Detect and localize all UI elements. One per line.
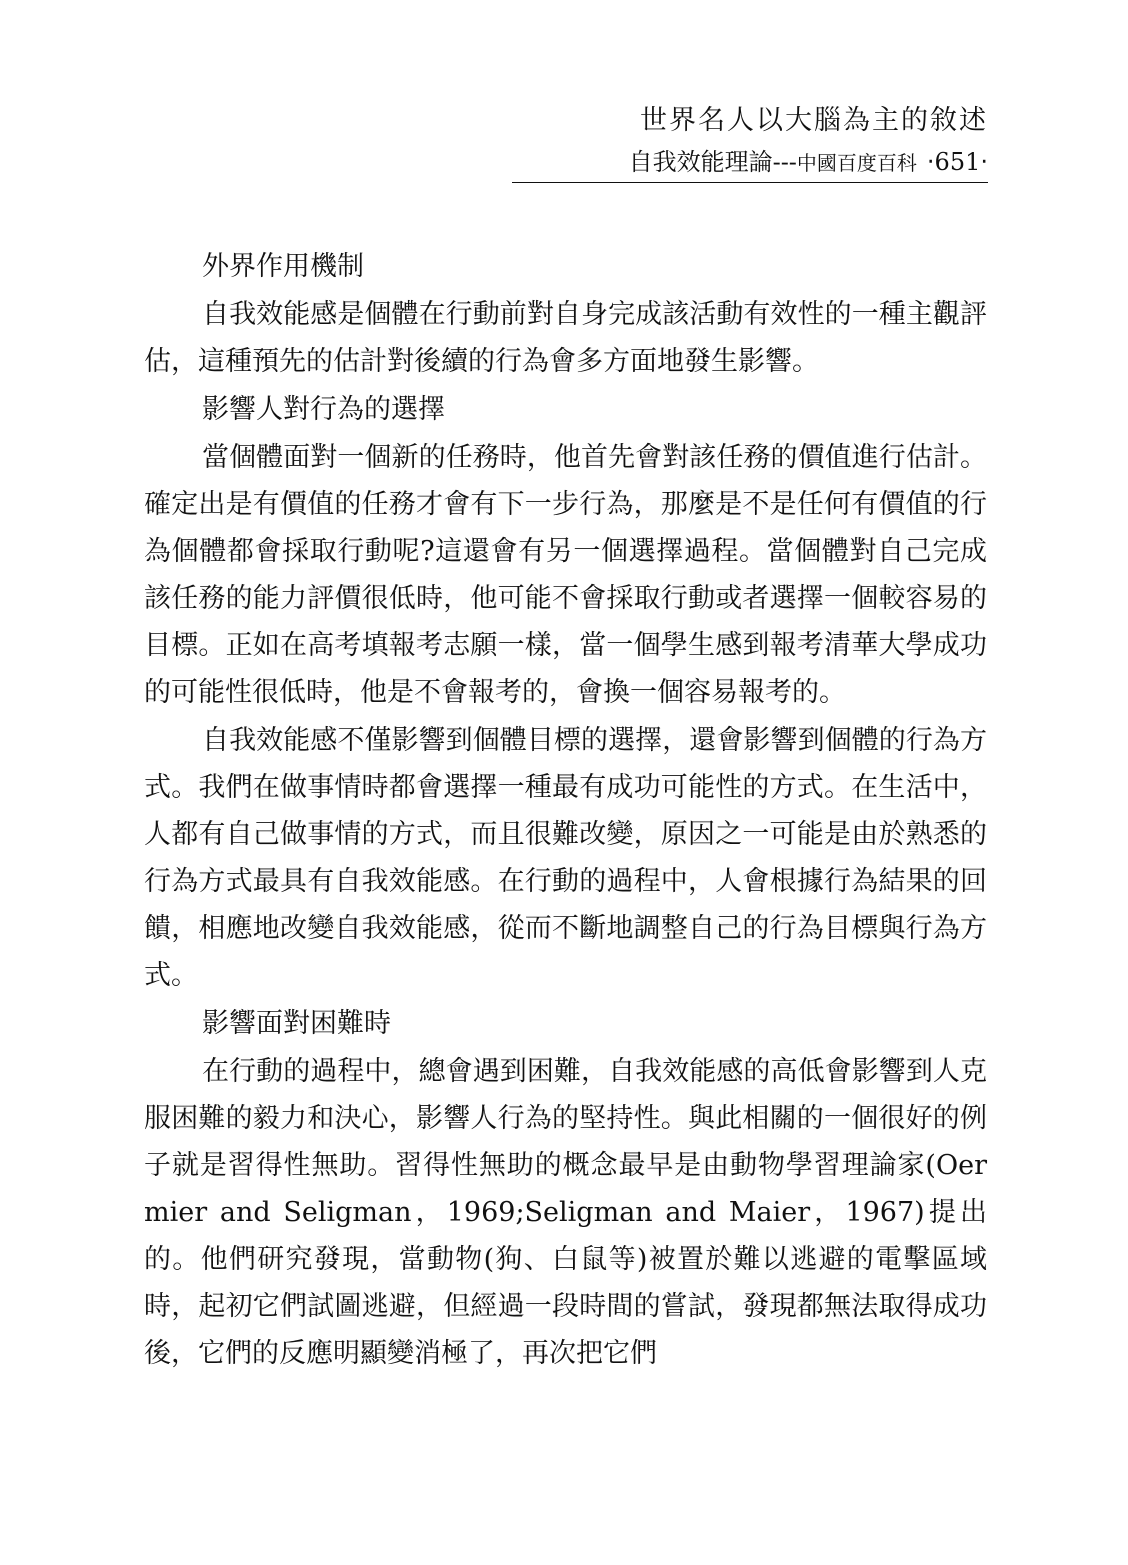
section-heading: 影響人對行為的選擇 bbox=[202, 394, 445, 425]
paragraph: 自我效能感不僅影響到個體目標的選擇，還會影響到個體的行為方式。我們在做事情時都會選擇一種最有成功可能性的方式。在生活中，人都有自己做事情的方式，而且很難改變，原因之一可能是由於熟悉的行為方式最具有自我效能感。在行動的過程中，人會根據行為結果的回饋，相應地改變自我效能感，從而不斷地調整自己的行為目標與行為方式。 bbox=[144, 725, 987, 991]
header-subtitle-source: 中國百度百科 bbox=[796, 151, 917, 175]
section-heading: 影響面對困難時 bbox=[202, 1008, 391, 1039]
paragraph: 當個體面對一個新的任務時，他首先會對該任務的價值進行估計。確定出是有價值的任務才會有下一步行為，那麼是不是任何有價值的行為個體都會採取行動呢?這還會有另一個選擇過程。當個體對自己完成該任務的能力評價很低時，他可能不會採取行動或者選擇一個較容易的目標。正如在高考填報考志願一樣，當一個學生感到報考清華大學成功的可能性很低時，他是不會報考的，會換一個容易報考的。 bbox=[144, 442, 987, 708]
paragraph: 自我效能感是個體在行動前對自身完成該活動有效性的一種主觀評估，這種預先的估計對後續的行為會多方面地發生影響。 bbox=[144, 299, 987, 377]
header-subtitle-main: 自我效能理論--- bbox=[628, 148, 797, 176]
header-subtitle bbox=[512, 142, 988, 183]
paragraph: 在行動的過程中，總會遇到困難，自我效能感的高低會影響到人克服困難的毅力和決心，影響人行為的堅持性。與此相關的一個很好的例子就是習得性無助。習得性無助的概念最早是由動物學習理論家(Oermier and Seligman，1969;Seligman and Maier，1967)提出的。他們研究發現，當動物(狗、白鼠等)被置於難以逃避的電擊區域時，起初它們試圖逃避，但經過一段時間的嘗試，發現都無法取得成功後，它們的反應明顯變消極了，再次把它們 bbox=[144, 1056, 987, 1369]
page-number: ‧651‧ bbox=[926, 148, 988, 176]
section-heading: 外界作用機制 bbox=[202, 251, 364, 282]
page-body bbox=[144, 243, 987, 1378]
header-title: 世界名人以大腦為主的敘述 bbox=[640, 105, 988, 136]
running-header bbox=[512, 100, 988, 183]
